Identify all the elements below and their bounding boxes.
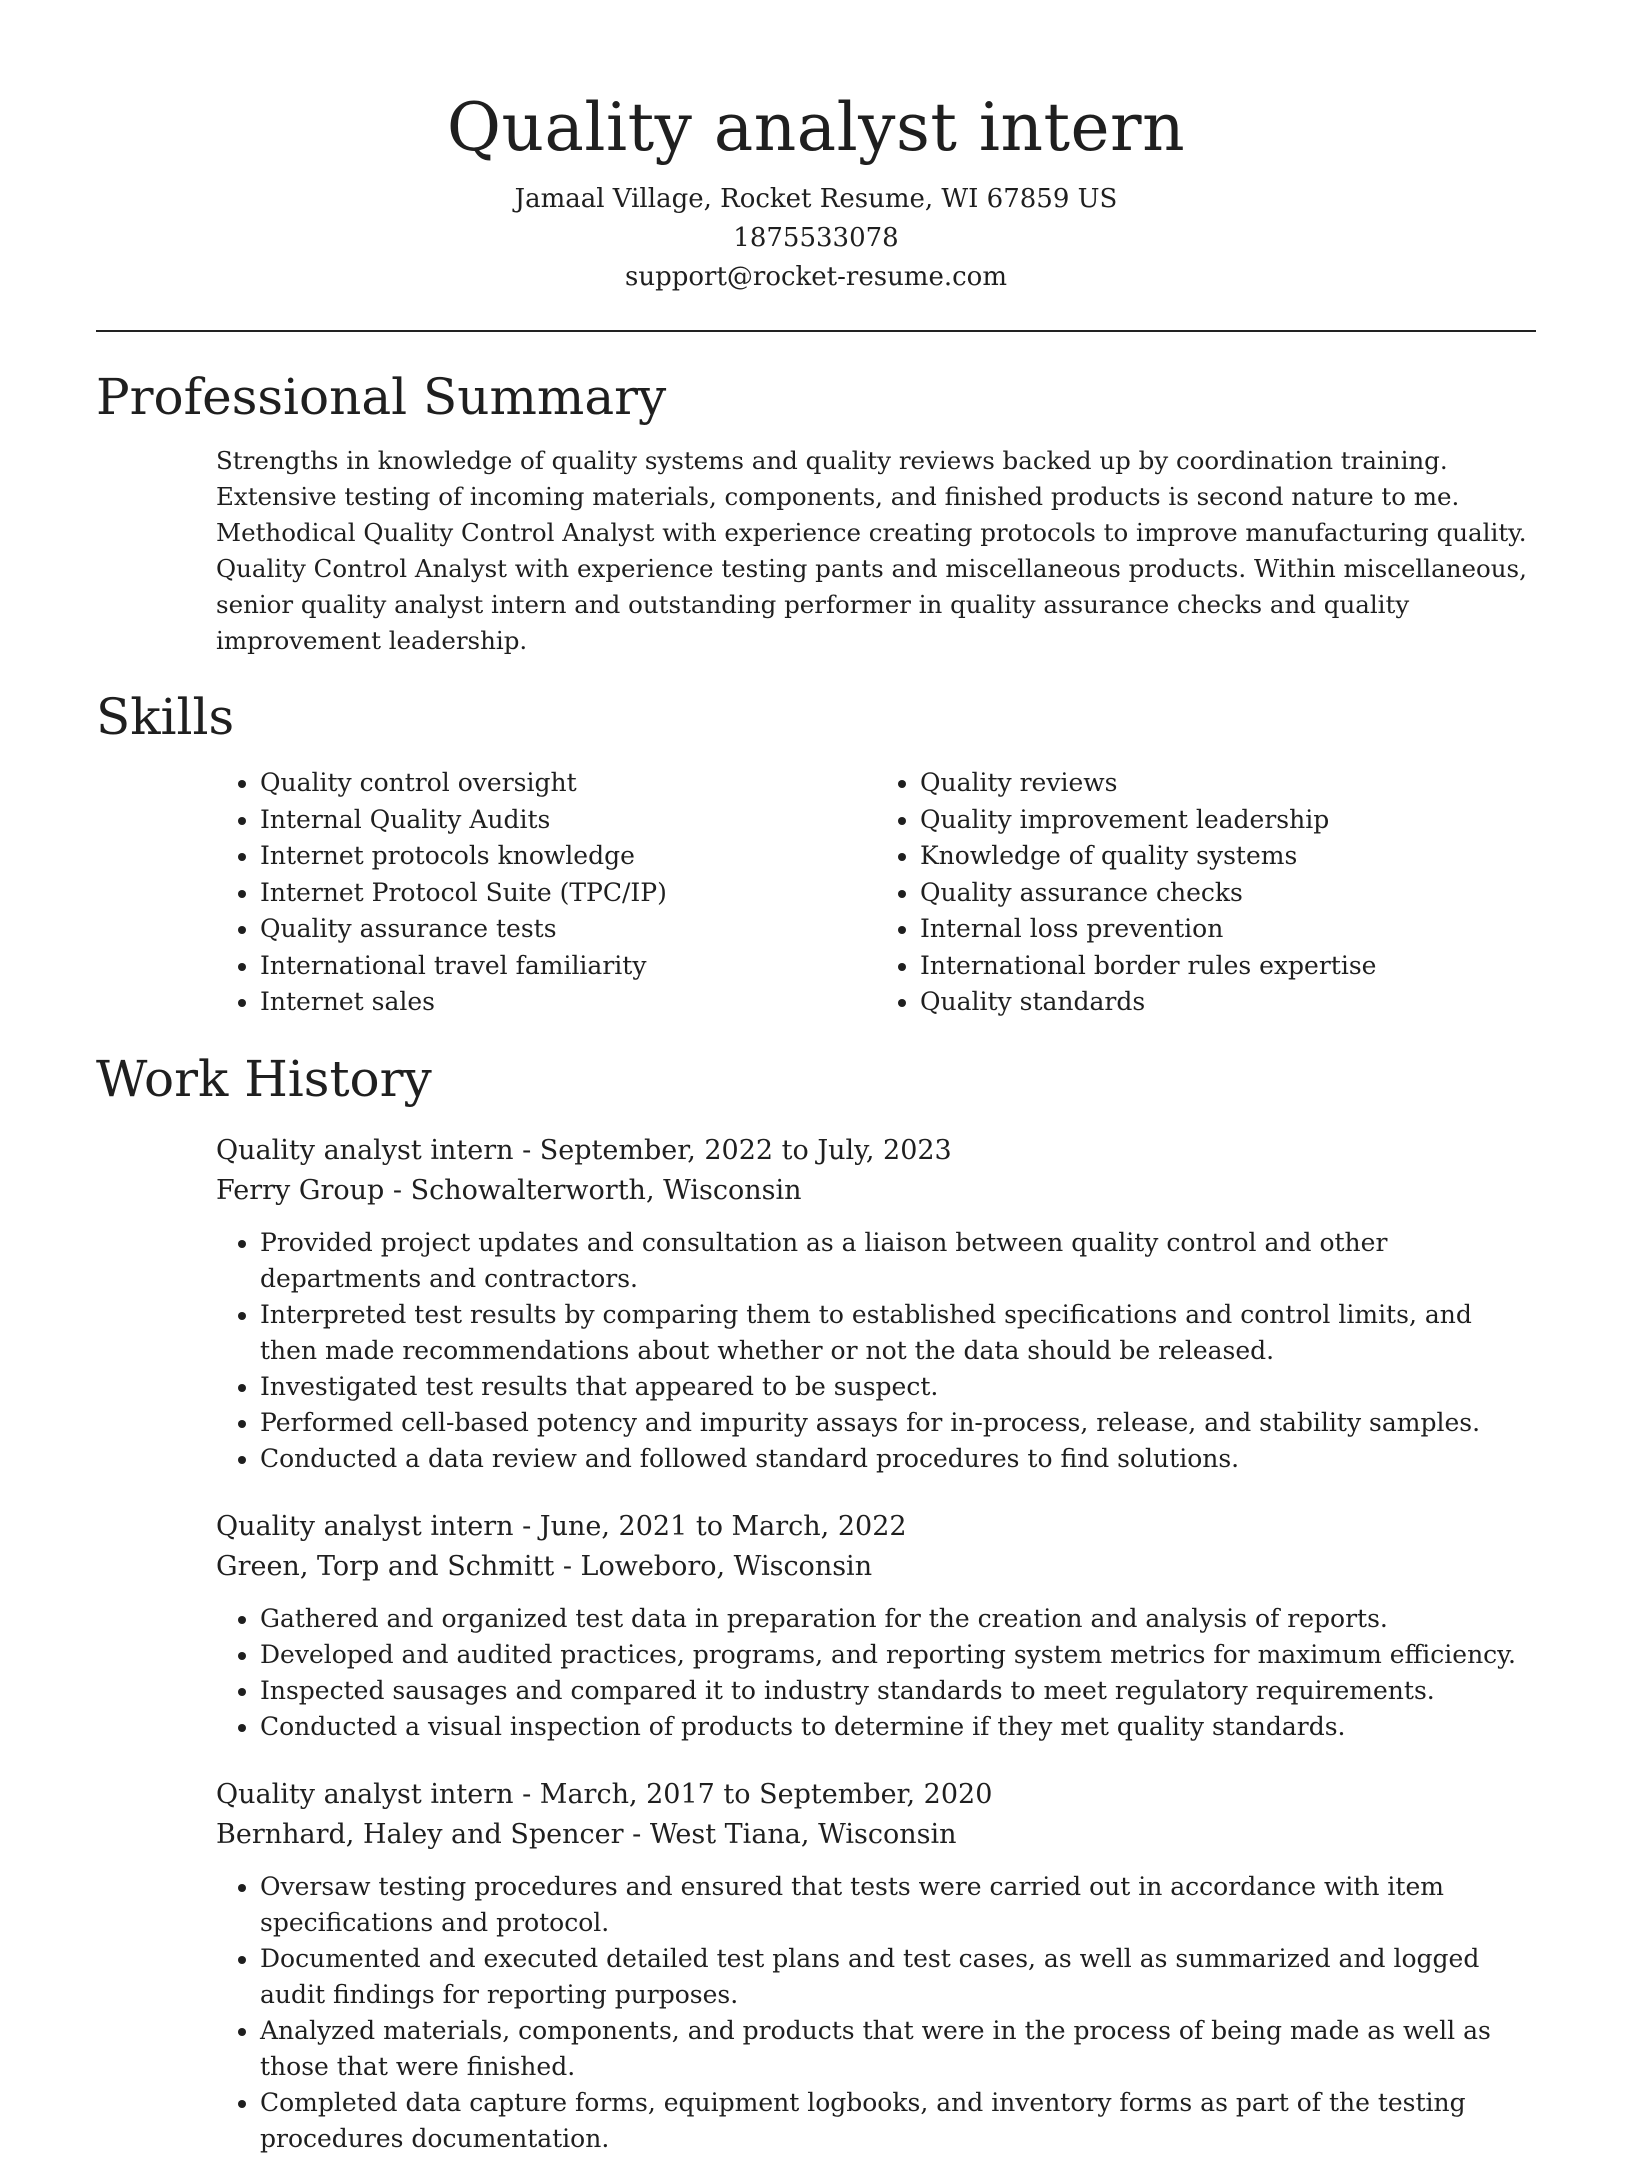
job-bullet: • Interpreted test results by comparing them to established specifications and control limits, and then made recommendations about whether or not the data should be released. — [260, 1297, 1536, 1369]
summary-section — [96, 365, 1536, 659]
resume-page — [96, 0, 1536, 2157]
job-bullet: • Completed data capture forms, equipment logbooks, and inventory forms as part of the testing procedures documentation. — [260, 2085, 1536, 2157]
skills-list-left — [216, 765, 876, 1021]
skill-item: • Knowledge of quality systems — [920, 838, 1536, 875]
candidate-name: Quality analyst intern — [446, 89, 1186, 166]
job-bullets — [216, 1601, 1536, 1745]
skill-item: • International border rules expertise — [920, 948, 1536, 985]
job-bullets — [216, 1225, 1536, 1477]
skill-item: • Quality assurance tests — [260, 911, 876, 948]
job-bullet: • Conducted a data review and followed standard procedures to find solutions. — [260, 1441, 1536, 1477]
job-bullets — [216, 1869, 1536, 2157]
summary-text: Strengths in knowledge of quality systems and quality reviews backed up by coordination training. Extensive testing of incoming materials, components, and finished products is second nature to me. Methodical Quality Control Analyst with experience creating protocols to improve manufacturing quality. Quality Control Analyst with experience testing pants and miscellaneous products. Within miscellaneous, senior quality analyst intern and outstanding performer in quality assurance checks and quality improvement leadership. — [216, 446, 1527, 655]
job-bullet: • Provided project updates and consultation as a liaison between quality control and other departments and contractors. — [260, 1225, 1536, 1297]
job-company-line: Ferry Group - Schowalterworth, Wisconsin — [216, 1174, 802, 1206]
job-dates: June, 2021 to March, 2022 — [539, 1510, 907, 1542]
job-dates: March, 2017 to September, 2020 — [539, 1778, 993, 1810]
job-location: Loweboro, Wisconsin — [580, 1550, 873, 1582]
job-title-line: Quality analyst intern - September, 2022 to July, 2023 — [216, 1134, 952, 1166]
job-bullet: • Conducted a visual inspection of products to determine if they met quality standards. — [260, 1709, 1536, 1745]
skill-item: • Quality assurance checks — [920, 875, 1536, 912]
job-bullet: • Documented and executed detailed test plans and test cases, as well as summarized and logged audit findings for reporting purposes. — [260, 1941, 1536, 2013]
skill-item: • Internet sales — [260, 984, 876, 1021]
job-bullet: • Analyzed materials, components, and products that were in the process of being made as well as those that were finished. — [260, 2013, 1536, 2085]
job-company-line: Green, Torp and Schmitt - Loweboro, Wisconsin — [216, 1550, 873, 1582]
skills-section — [96, 685, 1536, 1021]
job-bullet: • Gathered and organized test data in preparation for the creation and analysis of reports. — [260, 1601, 1536, 1637]
contact-email: support@rocket-resume.com — [624, 262, 1007, 292]
contact-block — [96, 180, 1536, 297]
job-company: Green, Torp and Schmitt — [216, 1550, 555, 1582]
job-bullet: • Developed and audited practices, programs, and reporting system metrics for maximum efficiency. — [260, 1637, 1536, 1673]
work-history-section — [96, 1047, 1536, 2157]
job-title: Quality analyst intern — [216, 1778, 514, 1810]
skills-heading: Skills — [96, 688, 235, 746]
job-bullet: • Performed cell-based potency and impurity assays for in-process, release, and stability samples. — [260, 1405, 1536, 1441]
skill-item: • Internet Protocol Suite (TPC/IP) — [260, 875, 876, 912]
job-entry — [216, 1775, 1536, 2157]
job-title-line: Quality analyst intern - June, 2021 to March, 2022 — [216, 1510, 907, 1542]
skill-item: • Internal loss prevention — [920, 911, 1536, 948]
resume-header — [96, 0, 1536, 297]
contact-phone: 1875533078 — [733, 223, 899, 253]
skill-item: • Internal Quality Audits — [260, 802, 876, 839]
job-location: Schowalterworth, Wisconsin — [410, 1174, 802, 1206]
job-company: Ferry Group — [216, 1174, 385, 1206]
skill-item: • Internet protocols knowledge — [260, 838, 876, 875]
job-title-line: Quality analyst intern - March, 2017 to September, 2020 — [216, 1778, 993, 1810]
job-title: Quality analyst intern — [216, 1134, 514, 1166]
contact-address: Jamaal Village, Rocket Resume, WI 67859 US — [514, 184, 1118, 214]
skill-item: • Quality standards — [920, 984, 1536, 1021]
job-title: Quality analyst intern — [216, 1510, 514, 1542]
job-location: West Tiana, Wisconsin — [649, 1818, 957, 1850]
job-company-line: Bernhard, Haley and Spencer - West Tiana, Wisconsin — [216, 1818, 957, 1850]
skill-item: • Quality improvement leadership — [920, 802, 1536, 839]
job-dates: September, 2022 to July, 2023 — [539, 1134, 952, 1166]
header-divider — [96, 330, 1536, 332]
job-bullet: • Inspected sausages and compared it to industry standards to meet regulatory requirements. — [260, 1673, 1536, 1709]
work-history-heading: Work History — [96, 1049, 432, 1108]
job-entry — [216, 1131, 1536, 1477]
skill-item: • Quality control oversight — [260, 765, 876, 802]
job-company: Bernhard, Haley and Spencer — [216, 1818, 624, 1850]
job-bullet: • Oversaw testing procedures and ensured that tests were carried out in accordance with item specifications and protocol. — [260, 1869, 1536, 1941]
skill-item: • International travel familiarity — [260, 948, 876, 985]
job-entry — [216, 1507, 1536, 1745]
job-bullet: • Investigated test results that appeared to be suspect. — [260, 1369, 1536, 1405]
summary-heading: Professional Summary — [96, 368, 667, 426]
skills-columns — [216, 765, 1536, 1021]
skills-list-right — [876, 765, 1536, 1021]
skill-item: • Quality reviews — [920, 765, 1536, 802]
